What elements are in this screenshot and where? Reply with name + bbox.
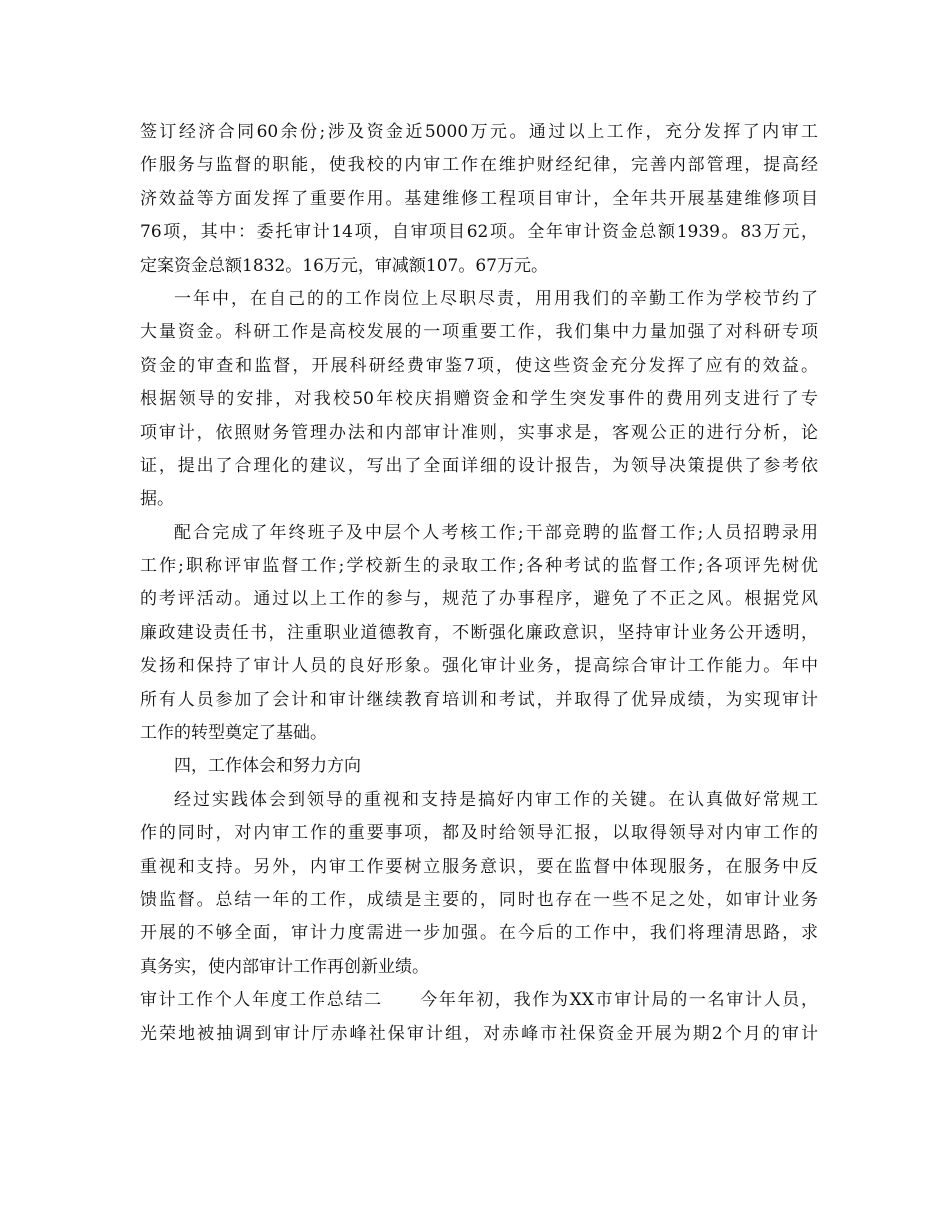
text-line: 作的同时，对内审工作的重要事项，都及时给领导汇报，以取得领导对内审工作的 — [140, 823, 818, 844]
text-line: 真务实，使内部审计工作再创新业绩。 — [140, 956, 429, 977]
text-line: 光荣地被抽调到审计厅赤峰社保审计组，对赤峰市社保资金开展为期2个月的审计 — [140, 1023, 818, 1044]
text-line: 经过实践体会到领导的重视和支持是搞好内审工作的关键。在认真做好常规工 — [174, 789, 818, 810]
text-line: 定案资金总额1832。16万元，审减额107。67万元。 — [140, 255, 548, 276]
document-body — [140, 116, 818, 1051]
text-line: 的考评活动。通过以上工作的参与，规范了办事程序，避免了不正之风。根据党风 — [140, 589, 818, 610]
text-line: 据。 — [140, 489, 174, 510]
text-line: 根据领导的安排，对我校50年校庆捐赠资金和学生突发事件的费用列支进行了专 — [140, 389, 818, 410]
text-line: 配合完成了年终班子及中层个人考核工作;干部竞聘的监督工作;人员招聘录用 — [174, 522, 818, 543]
text-line: 签订经济合同60余份;涉及资金近5000万元。通过以上工作，充分发挥了内审工 — [140, 122, 818, 142]
text-line: 大量资金。科研工作是高校发展的一项重要工作，我们集中力量加强了对科研专项 — [140, 322, 818, 343]
text-line: 证，提出了合理化的建议，写出了全面详细的设计报告，为领导决策提供了参考依 — [140, 455, 818, 476]
text-line: 重视和支持。另外，内审工作要树立服务意识，要在监督中体现服务，在服务中反 — [140, 856, 818, 877]
text-line: 工作;职称评审监督工作;学校新生的录取工作;各种考试的监督工作;各项评先树优 — [140, 556, 818, 577]
text-line: 审计工作个人年度工作总结二 今年年初，我作为XX市审计局的一名审计人员， — [140, 990, 818, 1011]
text-line: 资金的审查和监督，开展科研经费审鉴7项，使这些资金充分发挥了应有的效益。 — [140, 355, 818, 376]
text-line: 一年中，在自己的的工作岗位上尽职尽责，用用我们的辛勤工作为学校节约了 — [174, 288, 818, 309]
text-line: 作服务与监督的职能，使我校的内审工作在维护财经纪律，完善内部管理，提高经 — [140, 155, 818, 176]
text-line: 所有人员参加了会计和审计继续教育培训和考试，并取得了优异成绩，为实现审计 — [140, 689, 818, 710]
text-line: 廉政建设责任书，注重职业道德教育，不断强化廉政意识，坚持审计业务公开透明， — [140, 622, 818, 643]
text-line: 四，工作体会和努力方向 — [174, 756, 361, 777]
text-line: 工作的转型奠定了基础。 — [140, 723, 327, 744]
text-line: 项审计，依照财务管理办法和内部审计准则，实事求是，客观公正的进行分析，论 — [140, 422, 818, 443]
text-line: 馈监督。总结一年的工作，成绩是主要的，同时也存在一些不足之处，如审计业务 — [140, 889, 818, 910]
text-line: 开展的不够全面，审计力度需进一步加强。在今后的工作中，我们将理清思路，求 — [140, 923, 818, 944]
text-line: 发扬和保持了审计人员的良好形象。强化审计业务，提高综合审计工作能力。年中 — [140, 656, 818, 677]
text-line: 76项，其中：委托审计14项，自审项目62项。全年审计资金总额1939。83万元， — [140, 222, 818, 243]
text-line: 济效益等方面发挥了重要作用。基建维修工程项目审计，全年共开展基建维修项目 — [140, 188, 818, 209]
